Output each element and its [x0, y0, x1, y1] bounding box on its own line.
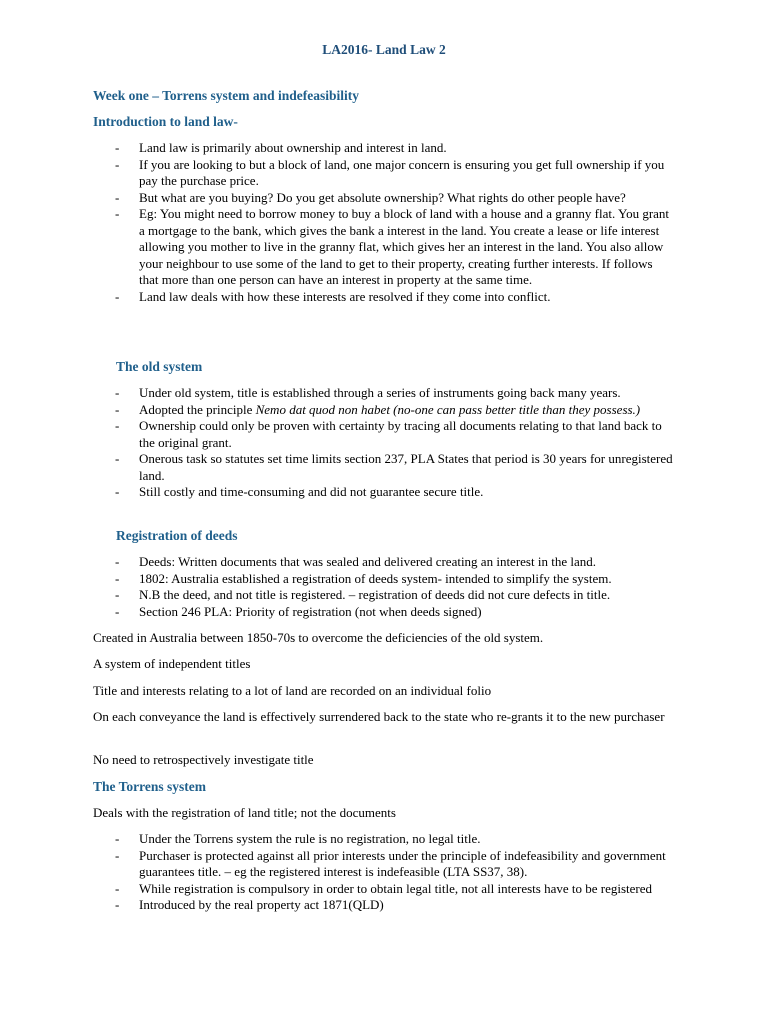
- old-system-heading: The old system: [116, 359, 203, 374]
- list-item: - If you are looking to but a block of land, one major concern is ensuring you get full ownership if you pay the purchase price.: [115, 157, 675, 190]
- list-item-text: Adopted the principle: [139, 401, 256, 417]
- list-item: - Land law is primarily about ownership and interest in land.: [115, 140, 675, 157]
- list-item: - Land law deals with how these interests are resolved if they come into conflict.: [115, 289, 675, 306]
- list-item: - Ownership could only be proven with certainty by tracing all documents relating to that land back to the original grant.: [115, 418, 675, 451]
- list-item: - Introduced by the real property act 1871(QLD): [115, 897, 675, 914]
- paragraph: Title and interests relating to a lot of land are recorded on an individual folio: [93, 683, 492, 698]
- deeds-heading: Registration of deeds: [116, 528, 238, 543]
- list-item: - Under the Torrens system the rule is no registration, no legal title.: [115, 831, 675, 848]
- latin-maxim: Nemo dat quod non habet (no-one can pass better title than they possess.): [255, 401, 641, 417]
- list-item: - Section 246 PLA: Priority of registration (not when deeds signed): [115, 604, 675, 621]
- old-system-list: [115, 385, 675, 501]
- list-item: - Still costly and time-consuming and did not guarantee secure title.: [115, 484, 675, 501]
- list-item: - While registration is compulsory in order to obtain legal title, not all interests have to be registered: [115, 881, 675, 898]
- paragraph: Created in Australia between 1850-70s to overcome the deficiencies of the old system.: [93, 630, 544, 645]
- list-item: - Deeds: Written documents that was sealed and delivered creating an interest in the land.: [115, 554, 675, 571]
- paragraph: On each conveyance the land is effectively surrendered back to the state who re-grants it to the new purchaser: [93, 709, 665, 724]
- deeds-list: [115, 554, 675, 620]
- list-item: - Eg: You might need to borrow money to buy a block of land with a house and a granny flat. You grant a mortgage to the bank, which gives the bank a interest in the land. You create a lease or life interest allowing you mother to live in the granny flat, which gives her an interest in the land. You also allow your neighbour to use some of the land to get to their property, creating further interests. If follows that more than one person can have an interest in property at the same time.: [115, 206, 675, 289]
- list-item: [115, 402, 675, 419]
- intro-heading: Introduction to land law-: [93, 114, 238, 129]
- list-item: - N.B the deed, and not title is registered. – registration of deeds did not cure defects in title.: [115, 587, 675, 604]
- list-item: - Purchaser is protected against all prior interests under the principle of indefeasibility and government guarantees title. – eg the registered interest is indefeasible (LTA SS37, 38).: [115, 848, 675, 881]
- intro-list: [115, 140, 675, 305]
- list-item: - Under old system, title is established through a series of instruments going back many years.: [115, 385, 675, 402]
- list-item: - Onerous task so statutes set time limits section 237, PLA States that period is 30 years for unregistered land.: [115, 451, 675, 484]
- torrens-list: [115, 831, 675, 914]
- week-heading: Week one – Torrens system and indefeasibility: [93, 88, 360, 103]
- list-item: - 1802: Australia established a registration of deeds system- intended to simplify the system.: [115, 571, 675, 588]
- document-title: LA2016- Land Law 2: [322, 42, 446, 57]
- paragraph: No need to retrospectively investigate title: [93, 752, 314, 767]
- torrens-intro: Deals with the registration of land title; not the documents: [93, 805, 396, 820]
- torrens-heading: The Torrens system: [93, 779, 207, 794]
- list-item: - But what are you buying? Do you get absolute ownership? What rights do other people have?: [115, 190, 675, 207]
- paragraph: A system of independent titles: [93, 656, 251, 671]
